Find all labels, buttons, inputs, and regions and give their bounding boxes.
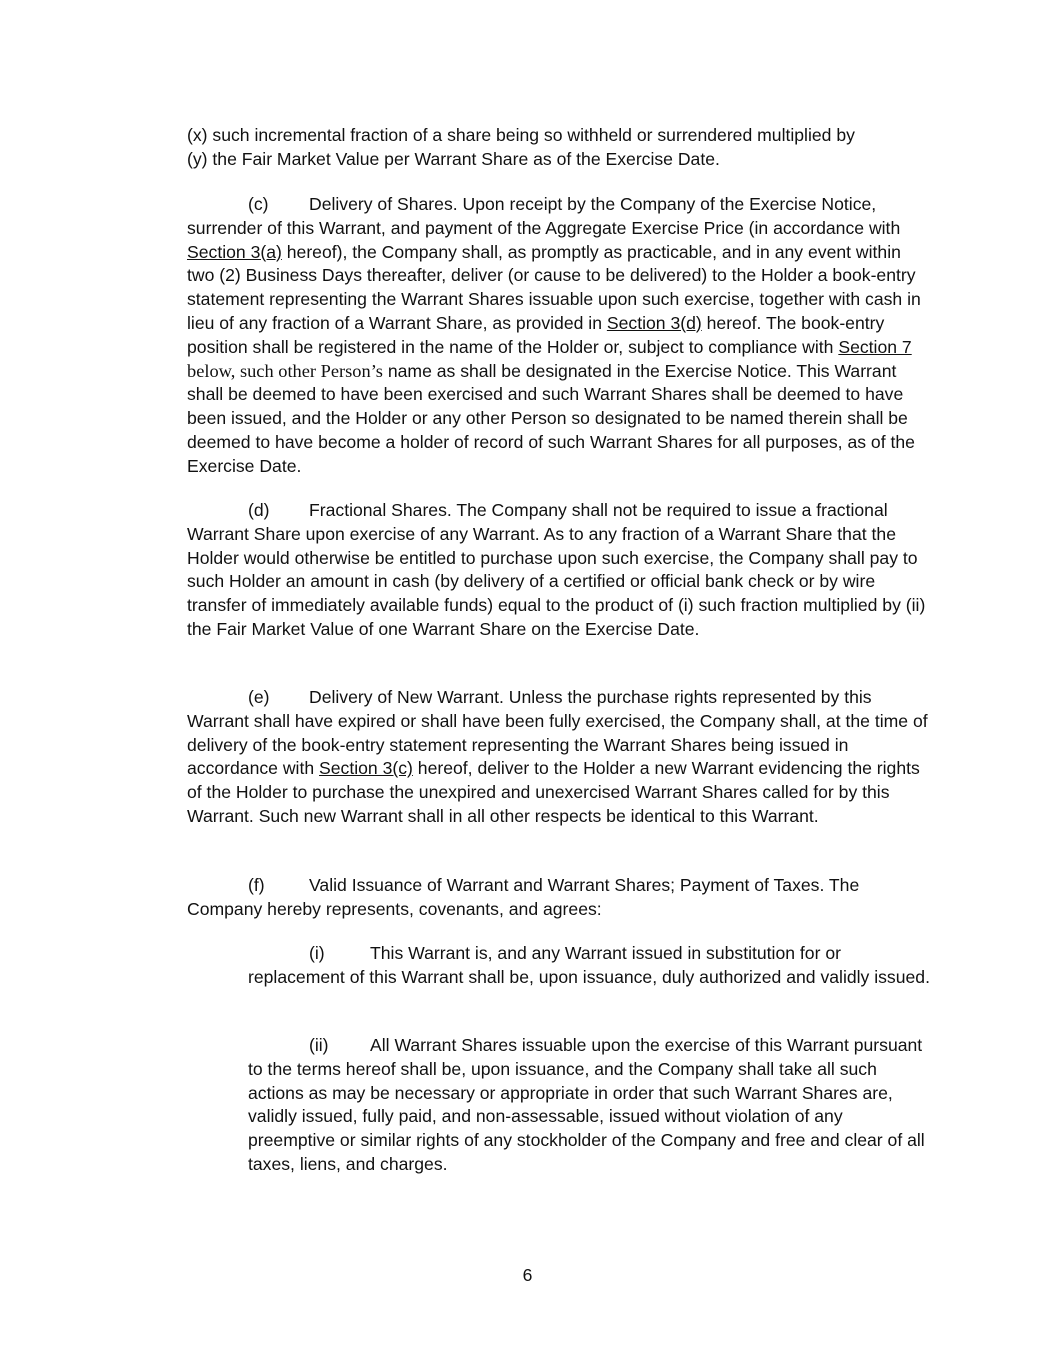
paragraph-e-heading: Delivery of New Warrant.: [309, 687, 504, 707]
section-3c-reference: Section 3(c): [319, 758, 413, 779]
paragraph-c-text-1: Upon receipt by the Company of the Exercise Notice, surrender of this Warrant, and payment of the Aggregate Exercise Price (in accordance with: [187, 194, 901, 238]
paragraph-e-label: (e): [248, 687, 270, 707]
continuation-line-2: (y) the Fair Market Value per Warrant Share as of the Exercise Date.: [187, 148, 720, 169]
paragraph-f-ii-label: (ii): [309, 1035, 329, 1055]
continuation-line-1: (x) such incremental fraction of a share being so withheld or surrendered multiplied by: [187, 125, 855, 145]
paragraph-e: [187, 686, 932, 829]
section-3d-reference: Section 3(d): [606, 312, 702, 333]
paragraph-e-text-2: hereof, deliver to the Holder a new Warrant evidencing the rights of the Holder to purchase the unexpired and unexercised Warrant Shares called for by this Warrant. Such new Warrant shall in all other respects be identical to this Warrant.: [187, 758, 920, 826]
paragraph-d-heading: Fractional Shares.: [309, 500, 452, 520]
paragraph-e-text-1: Unless the purchase rights represented by this Warrant shall have expired or shall have been fully exercised, the Company shall, at the time of delivery of the book-entry statement representing the Warrant Shares being issued in accordance with: [187, 687, 928, 779]
paragraph-f-i: [248, 942, 932, 990]
paragraph-c-text-4: below, such other Person’s: [187, 360, 383, 381]
section-3a-reference: Section 3(a): [187, 241, 282, 262]
paragraph-d-text: The Company shall not be required to issue a fractional Warrant Share upon exercise of any Warrant. As to any fraction of a Warrant Share that the Holder would otherwise be entitled to purchase upon such exercise, the Company shall pay to such Holder an amount in cash (by delivery of a certified or official bank check or by wire transfer of immediately available funds) equal to the product of (i) such fraction multiplied by (ii) the Fair Market Value of one Warrant Share on the Exercise Date.: [187, 500, 926, 639]
paragraph-f-label: (f): [248, 875, 265, 895]
paragraph-continuation: [187, 124, 932, 172]
paragraph-f-heading: Valid Issuance of Warrant and Warrant Shares; Payment of Taxes.: [309, 875, 825, 895]
paragraph-c: [187, 193, 932, 479]
paragraph-f-ii-text: All Warrant Shares issuable upon the exercise of this Warrant pursuant to the terms hereof shall be, upon issuance, and the Company shall take all such actions as may be necessary or appropriate in order that such Warrant Shares are, validly issued, fully paid, and non-assessable, issued without violation of any preemptive or similar rights of any stockholder of the Company and free and clear of all taxes, liens, and charges.: [248, 1035, 925, 1174]
section-7-reference: Section 7: [838, 336, 912, 357]
paragraph-f-text: The Company hereby represents, covenants, and agrees:: [187, 875, 860, 919]
paragraph-c-label: (c): [248, 194, 269, 214]
paragraph-c-heading: Delivery of Shares.: [309, 194, 458, 214]
paragraph-d: [187, 499, 932, 642]
paragraph-f-i-label: (i): [309, 943, 325, 963]
paragraph-f: [187, 874, 932, 922]
paragraph-c-text-3: hereof. The book-entry position shall be registered in the name of the Holder or, subject to compliance with: [187, 312, 885, 357]
paragraph-c-text-5: name as shall be designated in the Exercise Notice. This Warrant shall be deemed to have been exercised and such Warrant Shares shall be deemed to have been issued, and the Holder or any other Person so designated to be named therein shall be deemed to have become a holder of record of such Warrant Shares for all purposes, as of the Exercise Date.: [187, 360, 915, 476]
paragraph-f-ii: [248, 1034, 932, 1177]
page-number: 6: [522, 1265, 533, 1285]
paragraph-d-label: (d): [248, 500, 270, 520]
paragraph-c-text-2: hereof), the Company shall, as promptly as practicable, and in any event within two (2) Business Days thereafter, deliver (or cause to be delivered) to the Holder a book-entry statement representing the Warrant Shares issuable upon such exercise, together with cash in lieu of any fraction of a Warrant Share, as provided in: [187, 241, 921, 333]
paragraph-f-i-text: This Warrant is, and any Warrant issued in substitution for or replacement of this Warrant shall be, upon issuance, duly authorized and validly issued.: [248, 943, 930, 987]
